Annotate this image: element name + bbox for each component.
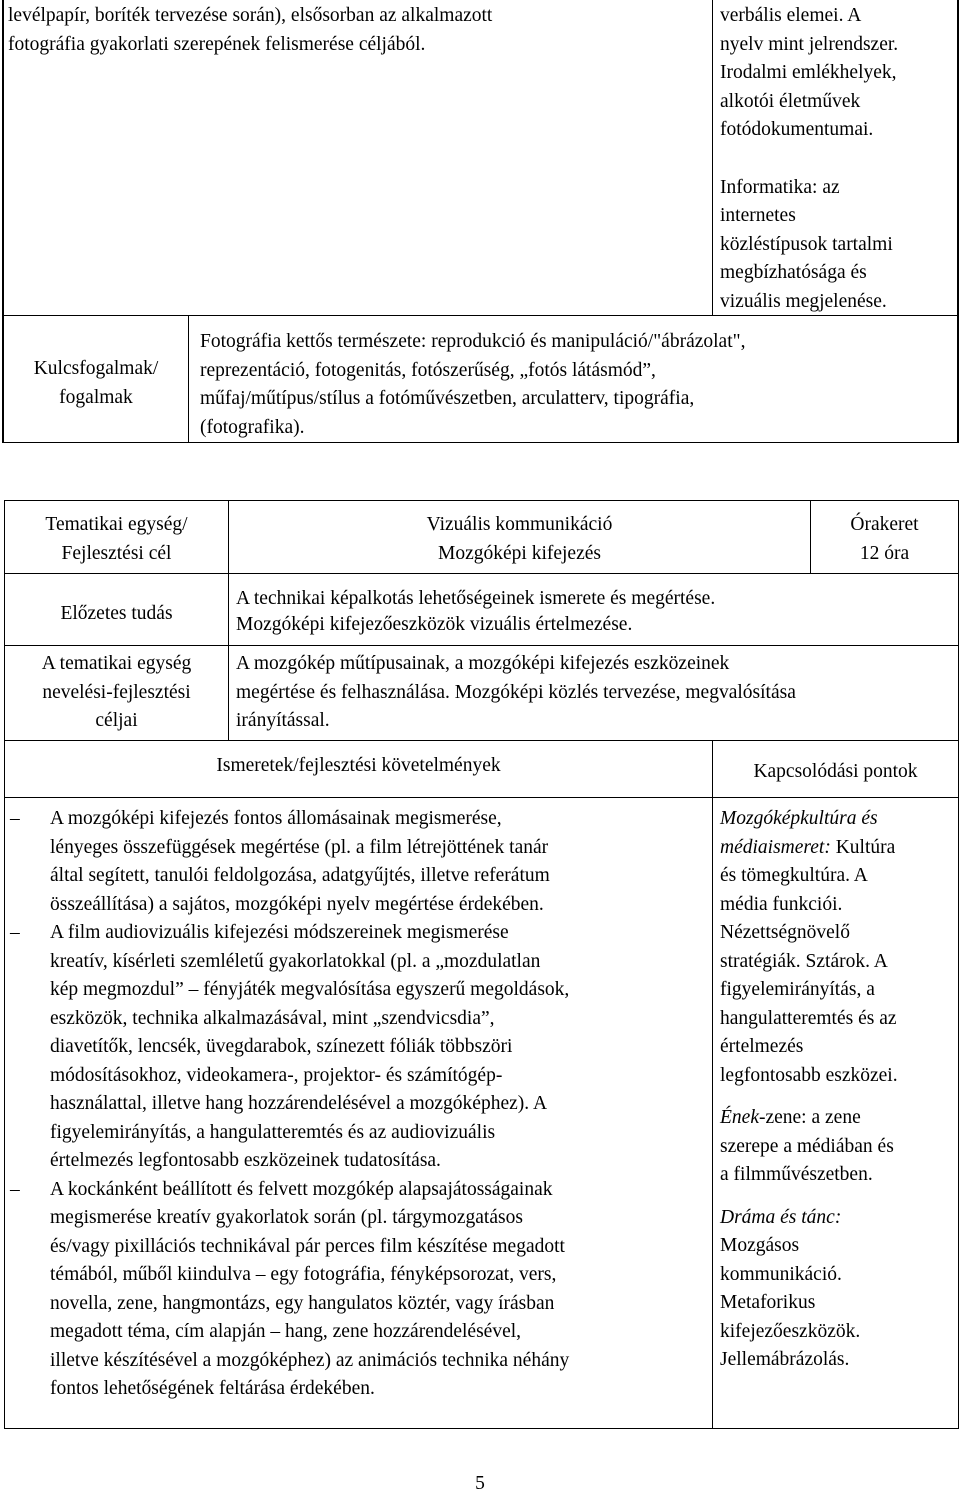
- elozetes-line: Mozgóképi kifejezőeszközök vizuális értelmezése.: [236, 614, 633, 635]
- bullet-dash: –: [10, 922, 20, 943]
- unit-table-bottom-border: [4, 740, 959, 741]
- unit-table-top-border: [4, 500, 959, 501]
- elozetes-tudas-text: [236, 586, 956, 638]
- requirements-list: [0, 805, 710, 1404]
- elozetes-line: A technikai képalkotás lehetőségeinek ismerete és megértése.: [236, 588, 716, 609]
- kap-block-enek-zene: Ének-zene: a zene szerepe a médiában és a filmművészetben.: [720, 1107, 894, 1185]
- req-header-right: Kapcsolódási pontok: [753, 761, 918, 782]
- unit-title: Vizuális kommunikáció Mozgóképi kifejezés: [426, 514, 613, 564]
- kulcs-line: reprezentáció, fotogenitás, fotószerűség, „fotós látásmód”,: [200, 359, 656, 381]
- top-left-line: levélpapír, boríték tervezése során), elsősorban az alkalmazott: [8, 5, 493, 26]
- top-table-right-border: [957, 0, 959, 443]
- unit-table-right-border: [958, 500, 959, 740]
- kulcs-line: Fotográfia kettős természete: reprodukció és manipuláció/"ábrázolat",: [200, 331, 746, 352]
- unit-table-row2-divider: [4, 645, 959, 646]
- orakeret: [811, 511, 958, 568]
- right-line: Informatika: az: [720, 176, 840, 198]
- kulcs-line: (fotografika).: [200, 416, 305, 438]
- right-line: fotódokumentumai.: [720, 119, 874, 140]
- celjai-line: megértése és felhasználása. Mozgóképi közlés tervezése, megvalósítása: [236, 681, 796, 703]
- celjai-label: A tematikai egység nevelési-fejlesztési céljai: [41, 653, 192, 731]
- celjai-line: A mozgókép műtípusainak, a mozgóképi kifejezés eszközeinek: [236, 653, 730, 674]
- req-table-bottom-border: [4, 1428, 959, 1429]
- right-line: közléstípusok tartalmi: [720, 233, 893, 255]
- bullet-dash: –: [10, 808, 20, 829]
- top-table-col-divider: [712, 0, 713, 315]
- req-table-header-divider: [4, 797, 959, 798]
- top-left-cell: [8, 2, 708, 59]
- right-line: Irodalmi emlékhelyek,: [720, 62, 897, 83]
- tematikai-egyseg-label: Tematikai egység/ Fejlesztési cél: [45, 514, 188, 564]
- right-line: verbális elemei. A: [720, 5, 862, 26]
- kulcsfogalmak-text: [200, 328, 950, 442]
- page-number: 5: [475, 1473, 485, 1494]
- kap-block-mozgokep: Mozgóképkultúra és médiaismeret: Kultúra és tömegkultúra. A média funkciói. Nézettségnövelő stratégiák. Sztárok. A figyelemirányítás, a hangulatteremtés és az értelmezés legfontosabb eszközei.: [720, 808, 898, 1086]
- right-line: alkotói életművek: [720, 90, 861, 112]
- list-item: – A mozgóképi kifejezés fontos állomásainak megismerése, lényeges összefüggések megértése (pl. a film létrejöttének tanár által segített, tanulói feldolgozása, adatgyűjtés, illetve referátum összeállítása) a sajátos, mozgóképi nyelv megértése érdekében.: [0, 805, 710, 919]
- unit-table-row1-divider: [4, 573, 959, 574]
- orakeret-value: 12 óra: [859, 542, 910, 564]
- kap-block-drama: Dráma és tánc: Mozgásos kommunikáció. Metaforikus kifejezőeszközök. Jellemábrázolás.: [720, 1206, 861, 1370]
- bullet-dash: –: [10, 1178, 20, 1200]
- list-item: – A film audiovizuális kifejezési módszereinek megismerése kreatív, kísérleti szemléletű gyakorlatokkal (pl. a „mozdulatlan kép megmozdul” – fényjáték megvalósítása egyszerű megoldások, eszközök, technika alkalmazásával, mint „szendvicsdia”, diavetítők, lencsék, üvegdarabok, színezett fóliák többszöri módosításokhoz, videokamera-, projektor- és számítógép- használattal, illetve hang hozzárendelésével a mozgóképhez). A figyelemirányítás, a hangulatteremtés és az audiovizuális értelmezés legfontosabb eszközeinek tudatosítása.: [0, 919, 710, 1176]
- req-table-right-border: [958, 740, 959, 1428]
- orakeret-label: Órakeret: [850, 514, 919, 535]
- top-left-line: fotográfia gyakorlati szerepének felismerése céljából.: [8, 33, 426, 55]
- kapcsolodasi-pontok: [720, 805, 956, 1389]
- req-table-col-divider: [712, 740, 713, 1428]
- right-line: internetes: [720, 205, 796, 226]
- elozetes-tudas-label: Előzetes tudás: [60, 603, 173, 624]
- top-right-cell: [720, 2, 956, 316]
- celjai-text: [236, 650, 956, 736]
- right-line: vizuális megjelenése.: [720, 290, 887, 312]
- req-header-left: Ismeretek/fejlesztési követelmények: [216, 755, 501, 776]
- right-line: megbízhatósága és: [720, 262, 867, 283]
- top-table-bottom-border: [2, 442, 959, 443]
- celjai-line: irányítással.: [236, 710, 330, 731]
- kulcs-col-divider: [188, 315, 189, 443]
- kulcs-line: műfaj/műtípus/stílus a fotóművészetben, arculatterv, tipográfia,: [200, 388, 695, 409]
- list-item: – A kockánként beállított és felvett mozgókép alapsajátosságainak megismerése kreatív gyakorlatok során (pl. tárgymozgatásos és/vagy pixillációs technikával pár perces film készítése megadott témából, műből kiindulva – egy fotográfia, fényképsorozat, vers, novella, zene, hangmontázs, egy hangulatos köztér, vagy írásban megadott téma, cím alapján – hang, zene hozzárendelésével, illetve készítésével a mozgóképhez) az animációs technika néhány fontos lehetőségének feltárása érdekében.: [0, 1176, 710, 1404]
- right-line: nyelv mint jelrendszer.: [720, 33, 899, 55]
- kulcsfogalmak-label: Kulcsfogalmak/ fogalmak: [33, 358, 159, 408]
